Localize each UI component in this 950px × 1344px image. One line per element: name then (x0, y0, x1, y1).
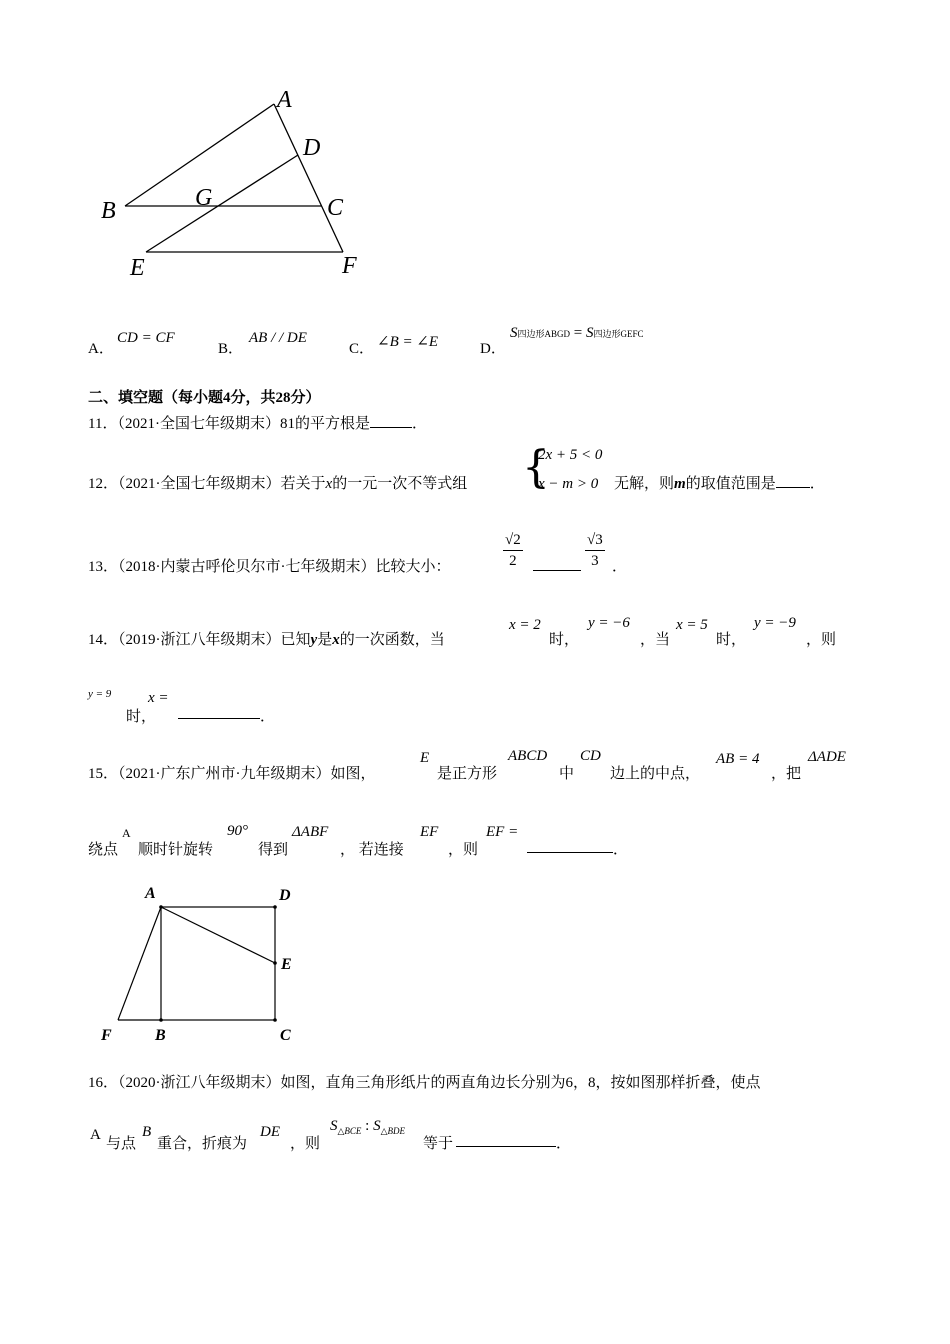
text-ba: ，把 (771, 766, 802, 782)
option-a-letter: A． (88, 341, 114, 357)
triangle-ade: ΔADE (808, 749, 846, 765)
text-midpoint: 边上的中点， (610, 766, 701, 782)
question-16: 16．（2020·浙江八年级期末）如图，直角三角形纸片的两直角边长分别为6，8，按如图那样折叠，使点 (88, 1075, 761, 1091)
label-c: C (327, 195, 344, 221)
inequality-2: x − m > 0 (538, 476, 599, 492)
label-a: A (145, 885, 156, 902)
label-f: F (342, 253, 357, 279)
point-a-dot (159, 905, 163, 909)
text-rotate: 顺时针旋转 (138, 842, 214, 858)
question-11: 11．（2021·全国七年级期末）81的平方根是 ． (88, 412, 427, 433)
answer-blank[interactable] (533, 556, 581, 571)
segment-af2 (118, 907, 161, 1020)
label-e: E (281, 956, 292, 973)
label-f: F (101, 1027, 112, 1044)
option-d-expr: S四边形ABGD = S四边形GEFC (510, 325, 644, 341)
question-13: 13．（2018·内蒙古呼伦贝尔市·七年级期末）比较大小： (88, 559, 451, 575)
ef-equals: EF = (486, 824, 519, 840)
point-a: A (90, 1127, 101, 1143)
crease-de: DE (260, 1124, 280, 1140)
square-figure (95, 880, 305, 1045)
label-g: G (195, 185, 213, 211)
option-c: C． (349, 341, 375, 357)
fraction-sqrt3-over-3: $\frac{√3}{3}$ (587, 532, 603, 569)
label-d: D (303, 135, 321, 161)
segment-ef-label: EF (420, 824, 439, 840)
cond-x5: x = 5 (676, 617, 708, 633)
text-chonghe: 重合，折痕为 (157, 1136, 248, 1152)
angle-90: 90° (227, 823, 248, 839)
answer-blank[interactable] (456, 1132, 556, 1147)
point-b: B (142, 1124, 152, 1140)
text-dang: ，当 (640, 632, 671, 648)
label-d: D (279, 887, 291, 904)
text-shi: 时， (716, 632, 747, 648)
answer-x: x = (148, 690, 169, 706)
period: ． (612, 559, 628, 575)
segment-ae (161, 907, 275, 963)
answer-blank[interactable] (527, 838, 613, 853)
answer-blank[interactable] (178, 704, 260, 719)
area-ratio: $S_{\triangle BCE}$ : $S_{\triangle BDE}$ (330, 1118, 406, 1136)
fraction-sqrt2-over-2: $\frac{√2}{2}$ (505, 532, 521, 569)
option-d: D． (480, 341, 506, 357)
text-square: 是正方形 (437, 766, 498, 782)
text-ze: ，则 (448, 842, 479, 858)
point-c-dot (273, 1018, 277, 1022)
text-zhong: 中 (559, 766, 575, 782)
square-abcd-shape (161, 907, 275, 1020)
text-shi: 时， (549, 632, 580, 648)
cond-x2: x = 2 (509, 617, 541, 633)
point-e: E (420, 750, 430, 766)
option-b: B． (218, 341, 244, 357)
triangle-abf: ΔABF (292, 824, 329, 840)
side-cd: CD (580, 748, 601, 764)
segment-de (146, 155, 298, 252)
label-c: C (280, 1027, 291, 1044)
text-shi2: 时， (126, 709, 157, 725)
text-ze: ，则 (290, 1136, 321, 1152)
square-abcd: ABCD (508, 748, 548, 764)
label-b: B (101, 198, 116, 224)
answer-blank[interactable] (776, 473, 810, 488)
period: ． (260, 709, 276, 725)
text-dengyu: 等于 (423, 1136, 454, 1152)
cond-y-6: y = −6 (588, 615, 630, 631)
segment-af (274, 104, 343, 252)
triangle-figure (95, 85, 375, 285)
text-dedao: 得到 (258, 842, 289, 858)
text-yudian: 与点 (106, 1136, 137, 1152)
cond-y9: y = 9 (88, 688, 112, 700)
inequality-1: 2x + 5 < 0 (538, 447, 603, 463)
point-d-dot (273, 905, 277, 909)
question-15: 15．（2021·广东广州市·九年级期末）如图， (88, 766, 376, 782)
question-14: 14．（2019·浙江八年级期末）已知y是x的一次函数，当 (88, 632, 445, 648)
period: ． (556, 1136, 572, 1152)
option-a (88, 337, 114, 358)
option-a-expr: CD = CF (117, 330, 175, 346)
label-e: E (130, 255, 145, 281)
answer-blank[interactable] (370, 413, 412, 428)
point-e-dot (273, 961, 277, 965)
label-b: B (155, 1027, 166, 1044)
text-ze: ，则 (806, 632, 837, 648)
section-title: 二、填空题（每小题4分，共28分） (88, 390, 321, 406)
inequality-brace: { (522, 442, 550, 493)
option-b-expr: AB / / DE (249, 330, 307, 346)
text-raodian: 绕点 (88, 842, 119, 858)
question-12: 12．（2021·全国七年级期末）若关于x的一元一次不等式组 (88, 476, 468, 492)
period: ． (613, 842, 629, 858)
point-b-dot (159, 1018, 163, 1022)
point-a: A (122, 826, 131, 840)
question-12-end: 无解，则m的取值范围是 ． (614, 472, 825, 493)
label-a: A (277, 87, 292, 113)
ab-equals-4: AB = 4 (716, 751, 760, 767)
cond-y-9: y = −9 (754, 615, 796, 631)
text-connect: ， 若连接 (340, 842, 404, 858)
option-c-expr: ∠B = ∠E (377, 334, 439, 350)
